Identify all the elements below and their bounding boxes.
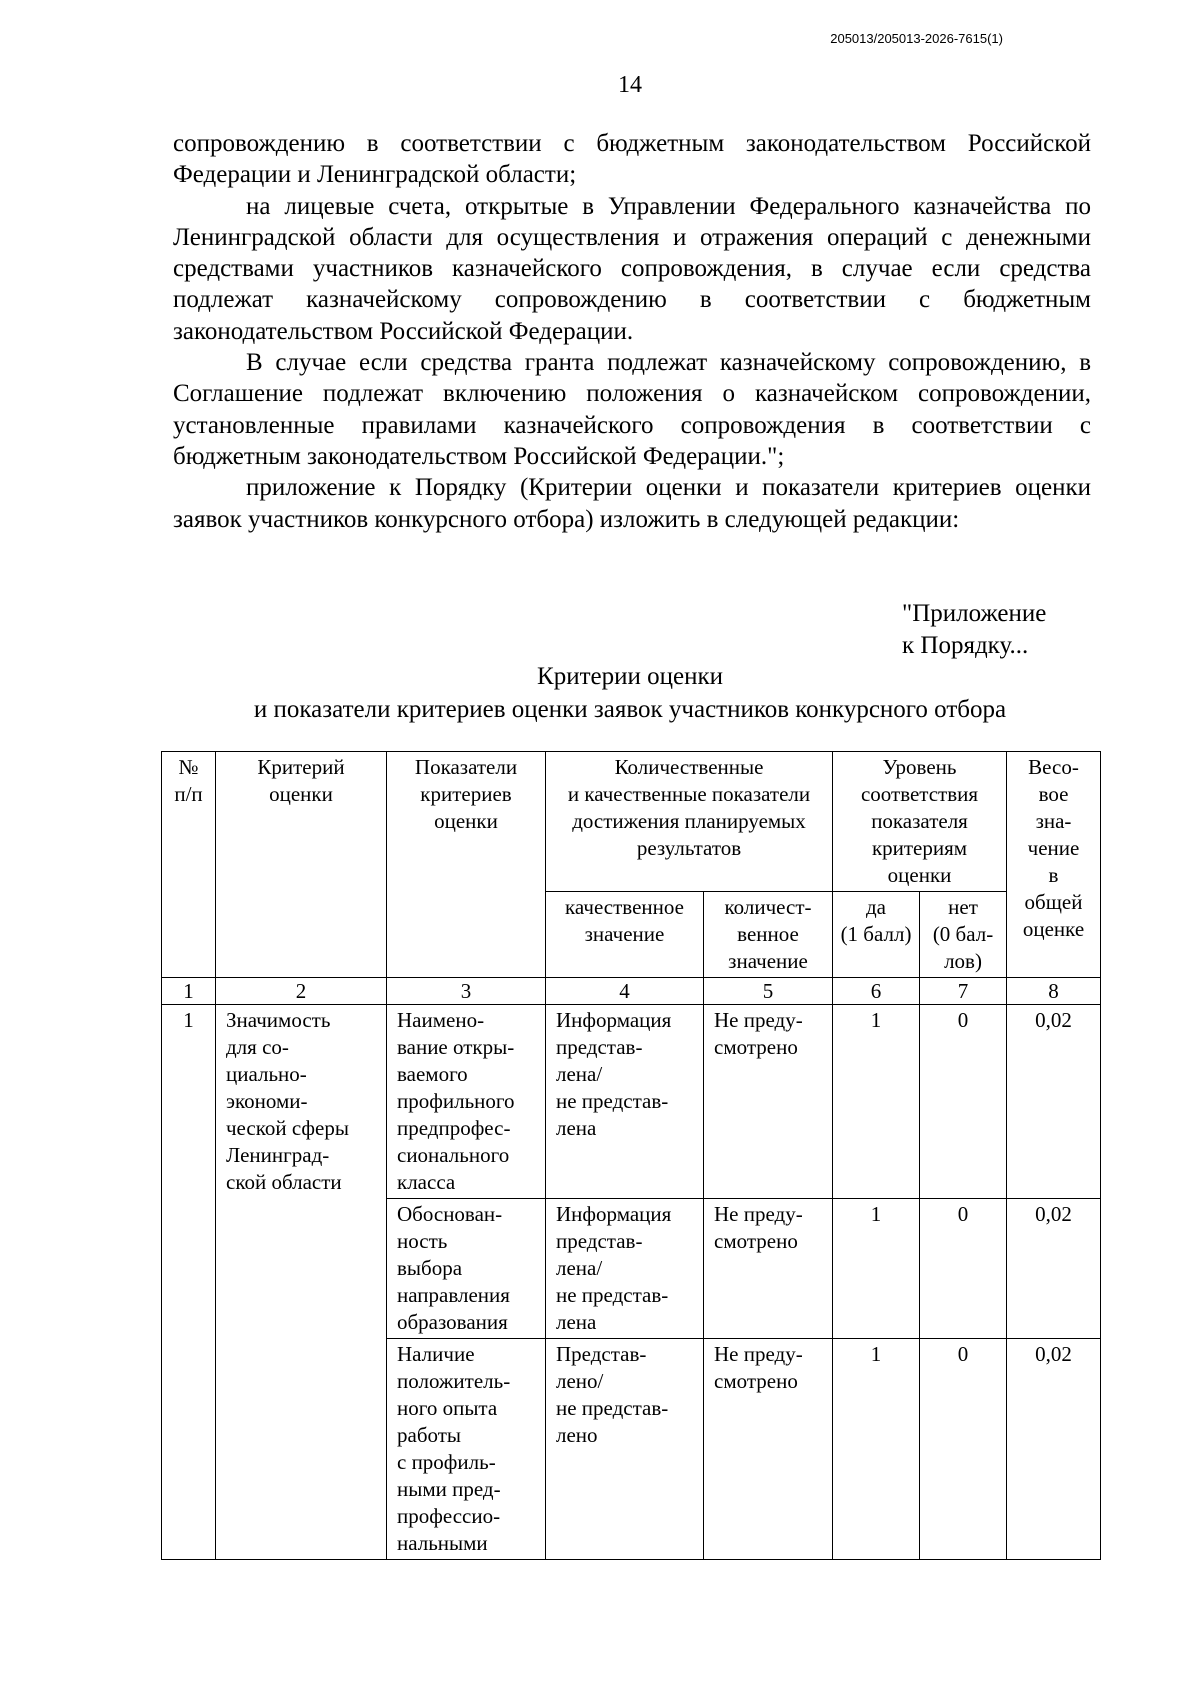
paragraph: сопровождению в соответствии с бюджетным законодательством Российской Федерации и Ленинградской области; (173, 130, 1091, 189)
header-quantitative: количест- венное значение (704, 892, 833, 978)
paragraph: приложение к Порядку (Критерии оценки и показатели критериев оценки заявок участников конкурсного отбора) изложить в следующей редакции: (173, 474, 1091, 533)
row-qualitative: Информация представ- лена/ не представ- лена (546, 1199, 704, 1339)
body-text (173, 128, 1091, 535)
paragraph: на лицевые счета, открытые в Управлении Федерального казначейства по Ленинградской области для осуществления и отражения операций с денежными средствами участников казначейского сопровождения, в случае если средства подлежат казначейскому сопровождению в соответствии с бюджетным законодательством Российской Федерации. (173, 192, 1091, 345)
row-no: 0 (920, 1005, 1007, 1199)
appendix-line: к Порядку... (902, 632, 1029, 659)
header-quant-qual: Количественные и качественные показатели достижения планируемых результатов (546, 752, 833, 892)
row-quantitative: Не преду- смотрено (704, 1199, 833, 1339)
appendix-label (902, 598, 1046, 662)
row-indicator: Обоснован- ность выбора направления образования (387, 1199, 546, 1339)
document-id: 205013/205013-2026-7615(1) (830, 31, 1003, 46)
table-title-line: Критерии оценки (537, 663, 723, 690)
row-no: 0 (920, 1339, 1007, 1560)
column-number: 4 (546, 978, 704, 1005)
row-yes: 1 (833, 1199, 920, 1339)
table-row (162, 1005, 1101, 1199)
header-yes: да (1 балл) (833, 892, 920, 978)
row-quantitative: Не преду- смотрено (704, 1005, 833, 1199)
row-qualitative: Информация представ- лена/ не представ- лена (546, 1005, 704, 1199)
column-number: 3 (387, 978, 546, 1005)
row-weight: 0,02 (1007, 1199, 1101, 1339)
table-title-line: и показатели критериев оценки заявок участников конкурсного отбора (253, 696, 1007, 723)
page-number: 14 (618, 72, 642, 98)
header-num: № п/п (162, 752, 216, 978)
row-yes: 1 (833, 1339, 920, 1560)
header-row (162, 752, 1101, 892)
row-num: 1 (162, 1005, 216, 1560)
header-indicators: Показатели критериев оценки (387, 752, 546, 978)
column-number: 1 (162, 978, 216, 1005)
row-indicator: Наимено- вание откры- ваемого профильного предпрофес- сионального класса (387, 1005, 546, 1199)
row-indicator: Наличие положитель- ного опыта работы с профиль- ными пред- профессио- нальными (387, 1339, 546, 1560)
header-criterion: Критерий оценки (216, 752, 387, 978)
column-number: 7 (920, 978, 1007, 1005)
table-title (0, 660, 1200, 726)
header-qualitative: качественное значение (546, 892, 704, 978)
paragraph: В случае если средства гранта подлежат казначейскому сопровождению, в Соглашение подлежат включению положения о казначейском сопровождении, установленные правилами казначейского сопровождения в соответствии с бюджетным законодательством Российской Федерации."; (173, 349, 1091, 470)
criteria-table (161, 751, 1101, 1560)
header-no: нет (0 бал- лов) (920, 892, 1007, 978)
row-no: 0 (920, 1199, 1007, 1339)
column-number: 8 (1007, 978, 1101, 1005)
row-weight: 0,02 (1007, 1339, 1101, 1560)
header-level: Уровень соответствия показателя критериям оценки (833, 752, 1007, 892)
row-quantitative: Не преду- смотрено (704, 1339, 833, 1560)
row-weight: 0,02 (1007, 1005, 1101, 1199)
column-number: 6 (833, 978, 920, 1005)
column-number-row (162, 978, 1101, 1005)
row-yes: 1 (833, 1005, 920, 1199)
row-criterion: Значимость для со- циально- экономи- ческой сферы Ленинград- ской области (216, 1005, 387, 1560)
column-number: 2 (216, 978, 387, 1005)
appendix-line: "Приложение (902, 600, 1047, 627)
header-weight: Весо- вое зна- чение в общей оценке (1007, 752, 1101, 978)
row-qualitative: Представ- лено/ не представ- лено (546, 1339, 704, 1560)
column-number: 5 (704, 978, 833, 1005)
